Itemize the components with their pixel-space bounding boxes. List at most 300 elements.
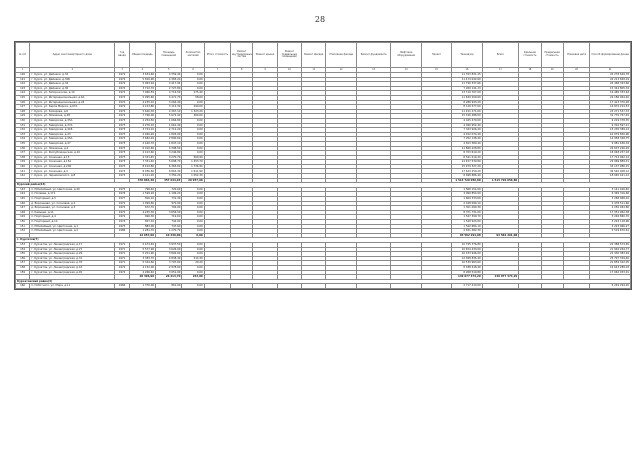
row-sum: 15 326 488,00 (452, 114, 482, 119)
row-year: 1973 (115, 224, 129, 229)
row-people: 29,20 (182, 261, 204, 266)
row-year: 1973 (115, 128, 129, 133)
row-people: 0,00 (182, 192, 204, 197)
row-area2: 3 656,50 (156, 210, 182, 215)
row-area2: 1 803,00 (156, 132, 182, 137)
header-row (16, 43, 631, 68)
row-year: 1973 (115, 141, 129, 146)
column-number: 13 (356, 68, 391, 73)
row-area: 5 344,60 (129, 261, 155, 266)
row-total: 33 137 986,15 (590, 164, 631, 169)
row-area: 1 599,20 (129, 192, 155, 197)
column-header: Ремонт крыши (253, 43, 277, 68)
row-area2: 3 270,70 (156, 155, 182, 160)
row-sum: 12 368 836,40 (452, 256, 482, 261)
row-total: 31 770 767,45 (590, 114, 631, 119)
row-year: 1972 (115, 215, 129, 220)
row-total: 17 351 962,38 (590, 210, 631, 215)
column-header: Всего (482, 43, 519, 68)
row-address: г. Курск, ул. Сонечная, д.4 (30, 169, 115, 174)
row-sum: 7 343 926,20 (452, 128, 482, 133)
row-number: 133 (16, 132, 30, 137)
row-area: 1 376,00 (129, 284, 155, 289)
column-number: 1 (16, 68, 30, 73)
row-area: 5 816,90 (129, 77, 155, 82)
row-area: 5 474,40 (129, 242, 155, 247)
row-area2: 2 890,60 (156, 137, 182, 142)
row-area2: 1 847,10 (156, 141, 182, 146)
row-sum: 8 703 610,20 (452, 151, 482, 156)
row-number: 134 (16, 137, 30, 142)
row-number: 160 (16, 284, 30, 289)
column-header: Предельная стоимость (541, 43, 563, 68)
row-total: 10 079 650,96 (590, 132, 631, 137)
row-total: 36 540 408,12 (590, 169, 631, 174)
subtotal-sum: 1 513 720 056,80 (452, 178, 482, 183)
row-number: 132 (16, 128, 30, 133)
row-total: 21 859 322,05 (590, 261, 631, 266)
row-area2: 6 863,30 (156, 169, 182, 174)
row-year: 1972 (115, 73, 129, 78)
row-total: 3 223 066,27 (590, 224, 631, 229)
row-total: 21 430 383,49 (590, 252, 631, 257)
row-address: г. Курск, ул. Ломакина, д.4 (30, 146, 115, 151)
table-cell (204, 284, 230, 289)
row-people: 0,00 (182, 128, 204, 133)
subtotal-area: 12 657,00 (129, 233, 155, 238)
row-area2: 4 838,40 (156, 256, 182, 261)
row-number: 153 (16, 242, 30, 247)
column-number: 6 (182, 68, 204, 73)
row-number: 121 (16, 77, 30, 82)
row-area2: 4 471,70 (156, 95, 182, 100)
row-sum: 11 866 228,80 (452, 146, 482, 151)
row-number: 143 (16, 187, 30, 192)
subtotal-people: 20 957,00 (182, 178, 204, 183)
row-number: 142 (16, 174, 30, 179)
row-address: г. Курчатов, ул. Ленинградская, д.29 (30, 252, 115, 257)
column-number: 19 (541, 68, 563, 73)
row-area2: 731,30 (156, 197, 182, 202)
row-people: 0,00 (182, 132, 204, 137)
column-header: Общая площадь (129, 43, 155, 68)
column-header: Удельная стоимость (519, 43, 541, 68)
row-people: 0,00 (182, 220, 204, 225)
table-cell (482, 284, 519, 289)
row-year: 1971 (115, 252, 129, 257)
row-sum: 8 268 510,80 (452, 270, 482, 275)
column-number: 8 (231, 68, 253, 73)
row-sum: 1 547 399,70 (452, 215, 482, 220)
row-sum: 10 539 963,60 (452, 261, 482, 266)
column-number: 17 (482, 68, 519, 73)
row-people: 0,00 (182, 82, 204, 87)
row-total: 17 062 033,01 (590, 270, 631, 275)
row-area: 3 722,70 (129, 86, 155, 91)
column-header: Технадзор (452, 43, 482, 68)
row-number: 127 (16, 105, 30, 110)
row-total: 16 872 224,53 (590, 105, 631, 110)
column-header: Ремонт внутридомовых систем (231, 43, 253, 68)
row-people: 0,00 (182, 77, 204, 82)
row-number: 138 (16, 155, 30, 160)
row-address: г. Курск, ул. Республиканская, д.10 (30, 151, 115, 156)
row-address: г. Курск, ул. Дейнеки, д.32 (30, 73, 115, 78)
section-title: г. Курчатов(7) (16, 238, 631, 243)
row-area: 7 966,59 (129, 91, 155, 96)
document-table (14, 41, 632, 290)
row-sum: 11 763 831,25 (452, 73, 482, 78)
row-total: 24 468 343,66 (590, 82, 631, 87)
table-cell (231, 284, 253, 289)
row-area2: 1 666,80 (156, 118, 182, 123)
row-sum: 1 549 924,60 (452, 220, 482, 225)
row-people: 560,90 (182, 155, 204, 160)
row-address: г. Курчатов, ул. Ленинградская, д.43 (30, 265, 115, 270)
row-number: 145 (16, 197, 30, 202)
table-body (16, 73, 631, 289)
row-year: 1973 (115, 137, 129, 142)
row-address: г. Курск, ул. Сонечная, д.15А (30, 160, 115, 165)
row-area: 816,10 (129, 197, 155, 202)
row-sum: 10 795 376,80 (452, 242, 482, 247)
row-area2: 3 797,60 (156, 261, 182, 266)
row-area: 7 766,00 (129, 114, 155, 119)
table-cell (541, 284, 563, 289)
row-number: 135 (16, 141, 30, 146)
row-area2: 2 727,80 (156, 86, 182, 91)
row-area: 6 010,60 (129, 146, 155, 151)
table-cell (519, 284, 541, 289)
row-address: г. Курск, ул. Комарова, д.6 (30, 109, 115, 114)
subtotal-total: 149 077 474,29 (482, 275, 519, 280)
table-cell (277, 284, 301, 289)
column-number: 20 (563, 68, 589, 73)
row-sum: 8 286 943,20 (452, 100, 482, 105)
row-area2: 6 365,60 (156, 164, 182, 169)
row-people: 0,00 (182, 215, 204, 220)
row-area: 4 411,20 (129, 174, 155, 179)
row-total: 9 219 378,35 (590, 118, 631, 123)
row-people: 460,00 (182, 114, 204, 119)
column-number: 16 (452, 68, 482, 73)
column-header: Количество жителей (182, 43, 204, 68)
row-area2: 2 712,20 (156, 128, 182, 133)
row-total: 17 413 370,28 (590, 100, 631, 105)
row-people: 0,00 (182, 187, 204, 192)
row-sum: 1 568 151,60 (452, 187, 482, 192)
row-sum: 1 609 333,60 (452, 197, 482, 202)
row-address: д. Ворошнево, ул. Сосновая, д.2 (30, 201, 115, 206)
row-area2: 1 661,40 (156, 123, 182, 128)
row-address: г. Курск, ул. Заводская, д.47 (30, 141, 115, 146)
row-year: 1972 (115, 206, 129, 211)
row-people: 0,00 (182, 265, 204, 270)
row-people: 1 052,30 (182, 174, 204, 179)
row-people: 0,00 (182, 229, 204, 234)
row-area: 8 936,60 (129, 169, 155, 174)
row-year: 1973 (115, 174, 129, 179)
row-area2: 1 106,20 (156, 192, 182, 197)
row-area: 672,70 (129, 206, 155, 211)
row-address: г. Курск, ул. Ломакина, д.38 (30, 114, 115, 119)
row-number: 136 (16, 146, 30, 151)
row-area: 3 724,10 (129, 128, 155, 133)
row-year: 1973 (115, 146, 129, 151)
row-total: 21 992 264,77 (590, 247, 631, 252)
row-total: 16 643 289,03 (590, 265, 631, 270)
row-area: 3 383,70 (129, 256, 155, 261)
row-area2: 704,00 (156, 206, 182, 211)
column-header: Ремонт фундамента (356, 43, 391, 68)
row-area: 657,10 (129, 220, 155, 225)
row-sum: 8 698 886,40 (452, 174, 482, 179)
column-header: Ремонт подвальных помещений (277, 43, 301, 68)
row-area2: 4 398,50 (156, 146, 182, 151)
row-sum: 1 301 090,30 (452, 206, 482, 211)
row-address: п. Ноботного, ул. Мира, д.11 (30, 284, 115, 289)
row-number: 144 (16, 192, 30, 197)
row-address: г. Курск, ул. Заводская, д.35А (30, 118, 115, 123)
subtotal-sum: 149 077 474,29 (452, 275, 482, 280)
row-sum: 2 168 090,10 (452, 201, 482, 206)
row-address: п. Подгорный, д.14 (30, 220, 115, 225)
row-year: 1972 (115, 114, 129, 119)
row-year: 1972 (115, 91, 129, 96)
row-area: 5 577,90 (129, 247, 155, 252)
row-total: 25 707 329,46 (590, 256, 631, 261)
row-area: 4 245,30 (129, 210, 155, 215)
row-year: 1971 (115, 242, 129, 247)
row-address: г. Курчатов, ул. Ленинградская, д.33 (30, 261, 115, 266)
row-people: 0,00 (182, 86, 204, 91)
row-total: 18 040 421,12 (590, 174, 631, 179)
row-number: 149 (16, 215, 30, 220)
row-sum: 11 849 209,60 (452, 95, 482, 100)
row-people: 1 323,20 (182, 109, 204, 114)
table-row (16, 284, 631, 289)
row-area2: 970,90 (156, 201, 182, 206)
row-sum: 10 333 946,00 (452, 252, 482, 257)
row-sum: 2 717 410,00 (452, 284, 482, 289)
row-year: 1973 (115, 164, 129, 169)
table-cell (356, 284, 391, 289)
row-number: 156 (16, 256, 30, 261)
row-number: 123 (16, 86, 30, 91)
row-area2: 1 270,70 (156, 229, 182, 234)
row-area2: 742,00 (156, 220, 182, 225)
row-area2: 4 417,94 (156, 82, 182, 87)
row-people: 0,00 (182, 210, 204, 215)
row-total: 2 478 511,66 (590, 201, 631, 206)
row-area: 1 099,60 (129, 201, 155, 206)
row-year: 1973 (115, 160, 129, 165)
column-header: Год ввода (115, 43, 129, 68)
subtotal-area2: 357 644,03 (156, 178, 182, 183)
row-address: п. Камыши, д.11 (30, 210, 115, 215)
row-total: 9 981 636,34 (590, 141, 631, 146)
row-people: 0,00 (182, 197, 204, 202)
row-address: г. Курск, ул. Запорожская, д.10 (30, 91, 115, 96)
row-area: 2 276,10 (129, 123, 155, 128)
row-address: п. Подгорный, д.4 (30, 215, 115, 220)
table-cell (421, 284, 451, 289)
row-address: г. Курск, ул. Заводская, д.37А (30, 123, 115, 128)
row-total: 24 186 064,40 (590, 95, 631, 100)
row-address: г. Курск, ул. Интернациональная, д.6А (30, 95, 115, 100)
row-total: 29 969 889,31 (590, 160, 631, 165)
column-number: 5 (156, 68, 182, 73)
row-area2: 3 264,40 (156, 100, 182, 105)
row-total: 3 141 426,40 (590, 187, 631, 192)
row-area2: 3 246,80 (156, 151, 182, 156)
row-year: 1972 (115, 201, 129, 206)
row-area: 4 123,80 (129, 105, 155, 110)
row-total: 16 485 333,64 (590, 91, 631, 96)
row-year: 1972 (115, 265, 129, 270)
row-year: 1972 (115, 109, 129, 114)
row-number: 155 (16, 252, 30, 257)
column-number: 10 (277, 68, 301, 73)
row-year: 1976 (115, 192, 129, 197)
row-area: 883,00 (129, 224, 155, 229)
table-cell (302, 284, 326, 289)
row-number: 154 (16, 247, 30, 252)
row-number: 131 (16, 123, 30, 128)
row-address: г. Курск, ул. Заводская, д.45А (30, 137, 115, 142)
row-area: 8 103,80 (129, 164, 155, 169)
row-year: 1972 (115, 105, 129, 110)
row-area: 4 152,00 (129, 265, 155, 270)
row-address: г. Курск, ул. Заводская, д.43 (30, 132, 115, 137)
subtotal-area2: 26 214,70 (156, 275, 182, 280)
row-number: 158 (16, 265, 30, 270)
row-sum: 14 457 530,80 (452, 160, 482, 165)
row-sum: 10 654 430,00 (452, 247, 482, 252)
row-people: 58,60 (182, 95, 204, 100)
row-year: 1973 (115, 155, 129, 160)
row-number: 159 (16, 270, 30, 275)
row-people: 0,00 (182, 242, 204, 247)
row-people: 0,00 (182, 146, 204, 151)
row-people: 0,00 (182, 224, 204, 229)
row-area2: 719,60 (156, 215, 182, 220)
row-year: 1972 (115, 95, 129, 100)
row-area: 5 201,90 (129, 252, 155, 257)
table-cell (391, 284, 421, 289)
row-total: 18 048 257,18 (590, 151, 631, 156)
column-number: 11 (302, 68, 326, 73)
row-sum: 7 269 141,23 (452, 86, 482, 91)
row-people: 0,00 (182, 137, 204, 142)
row-number: 130 (16, 118, 30, 123)
column-header: Ремонт фасада (302, 43, 326, 68)
row-sum: 8 541 010,20 (452, 155, 482, 160)
column-number: 21 (590, 68, 631, 73)
row-sum: 8 188 418,40 (452, 265, 482, 270)
row-people: 0,00 (182, 151, 204, 156)
row-area: 2 440,70 (129, 141, 155, 146)
row-sum: 8 371 731,00 (452, 210, 482, 215)
column-header: Лифтовое оборудование (391, 43, 421, 68)
row-total: 23 271 537,33 (590, 109, 631, 114)
page-number: 28 (314, 15, 326, 24)
row-year: 1973 (115, 118, 129, 123)
row-area: 3 682,20 (129, 137, 155, 142)
row-number: 120 (16, 73, 30, 78)
row-total: 5 519 670,61 (590, 229, 631, 234)
row-year: 1972 (115, 210, 129, 215)
column-header: Итого стоимость (204, 43, 230, 68)
row-sum: 13 710 707,09 (452, 91, 482, 96)
row-address: г. Курск, ул. Черняховского, д.8 (30, 174, 115, 179)
row-area2: 3 350,20 (156, 174, 182, 179)
column-number: 18 (519, 68, 541, 73)
row-area: 5 640,30 (129, 109, 155, 114)
row-address: п. Подгорный, д.5 (30, 197, 115, 202)
subtotal-area2: 10 440,00 (156, 233, 182, 238)
row-area2: 5 672,40 (156, 114, 182, 119)
section-title: Курчатовский район(3) (16, 279, 631, 284)
subtotal-area: 470 864,30 (129, 178, 155, 183)
row-people: 0,00 (182, 247, 204, 252)
row-sum: 11 474 042,60 (452, 77, 482, 82)
column-header: Утепление фасада (326, 43, 356, 68)
row-total: 2 250 463,80 (590, 206, 631, 211)
row-area: 7 331,40 (129, 160, 155, 165)
column-number: 15 (421, 68, 451, 73)
row-people: 0,00 (182, 252, 204, 257)
column-header: Плановая дата (563, 43, 589, 68)
row-people: 0,00 (182, 201, 204, 206)
repair-program-table (15, 42, 631, 289)
row-total: 3 268 068,16 (590, 197, 631, 202)
row-year: 1966 (115, 284, 129, 289)
row-number: 141 (16, 169, 30, 174)
row-area2: 2 978,60 (156, 265, 182, 270)
row-area: 4 235,10 (129, 100, 155, 105)
row-address: г. Курчатов, ул. Ленинградская, д.31 (30, 256, 115, 261)
row-address: п. Полевая, д.171 (30, 192, 115, 197)
row-area2: 3 051,00 (156, 270, 182, 275)
subtotal-people: 243,80 (182, 275, 204, 280)
row-address: г. Курчатов, ул. Ленинградская, д.17 (30, 242, 115, 247)
table-cell (563, 284, 589, 289)
table-cell (253, 284, 277, 289)
row-people: 0,00 (182, 123, 204, 128)
column-number: 7 (204, 68, 230, 73)
table-cell (326, 284, 356, 289)
subtotal-total: 1 513 720 056,80 (482, 178, 519, 183)
row-total: 24 607 226,29 (590, 146, 631, 151)
row-area2: 5 698,70 (156, 160, 182, 165)
column-header: Проект (421, 43, 451, 68)
row-year: 1975 (115, 187, 129, 192)
row-total: 24 278 649,78 (590, 73, 631, 78)
row-area: 1 281,70 (129, 229, 155, 234)
row-people: 1 611,90 (182, 169, 204, 174)
column-number: 4 (129, 68, 155, 73)
row-sum: 3 099 854,00 (452, 192, 482, 197)
row-address: г. Курск, ул. Дейнеки, д.32Б (30, 77, 115, 82)
row-people: 214,30 (182, 256, 204, 261)
row-number: 147 (16, 206, 30, 211)
column-header: Площадь помещений (156, 43, 182, 68)
subtotal-people: 0,00 (182, 233, 204, 238)
row-number: 124 (16, 91, 30, 96)
row-people: 0,00 (182, 118, 204, 123)
row-sum: 4 490 952,40 (452, 123, 482, 128)
